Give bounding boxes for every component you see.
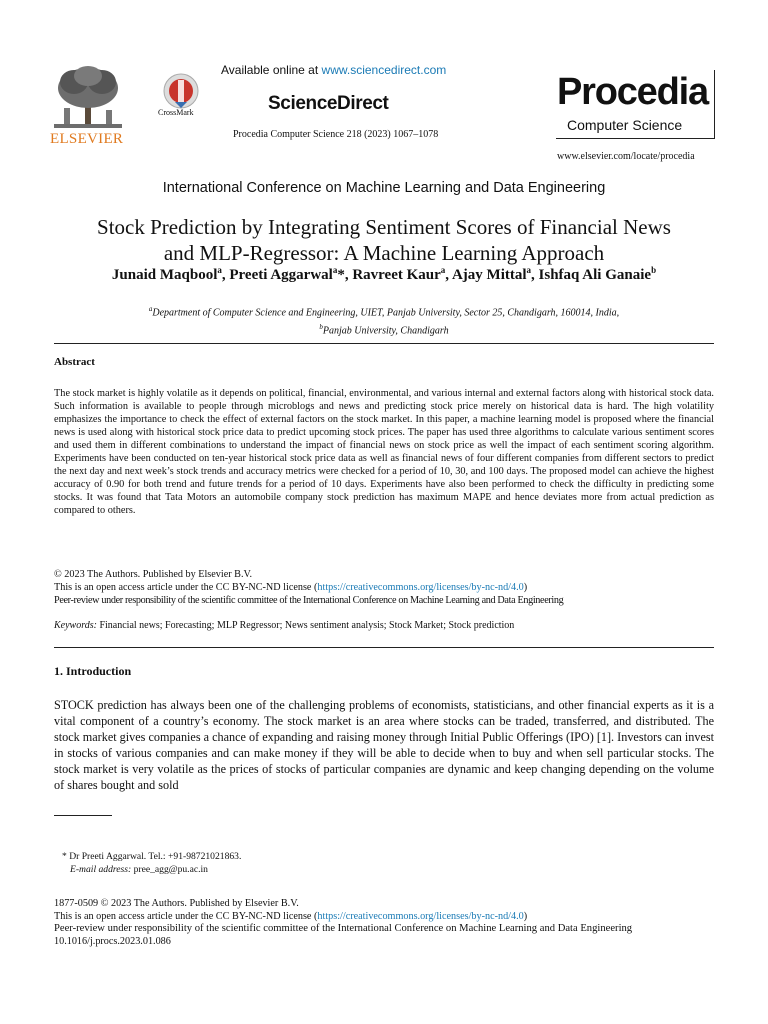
email-label: E-mail address: (70, 864, 132, 875)
journal-reference: Procedia Computer Science 218 (2023) 1067–1078 (233, 129, 439, 140)
journal-url[interactable]: www.elsevier.com/locate/procedia (557, 151, 695, 162)
section-heading-introduction: 1. Introduction (54, 664, 132, 678)
corresponding-author: * Dr Preeti Aggarwal. Tel.: +91-98721021863. (62, 851, 242, 862)
available-online (221, 63, 446, 77)
paper-title (0, 214, 768, 266)
author-list (0, 265, 768, 284)
procedia-title: Procedia (557, 71, 708, 113)
author: Ajay Mittal$^a$, (451, 265, 539, 283)
affiliation-a: $^a$Department of Computer Science and Engineering, UIET, Panjab University, Sector 25, Chandigarh, 160014, India, (148, 305, 620, 319)
bottom-matter (54, 898, 718, 948)
crossmark-label: CrossMark (158, 108, 194, 117)
abstract-heading: Abstract (54, 356, 95, 368)
abstract-text: The stock market is highly volatile as it depends on political, financial, environmental, and various internal and external factors along with historical stock data. Such information is available to people through microblogs and news and predicting stock price merely on historical data is hard. The high volatility emphasizes the importance to check the effect of external factors on the stock market. In this paper, a machine learning model is proposed where the financial news is used along with historical stock price data to predict upcoming stock prices. The paper has used three algorithms to calculate various sentiment scores and used them in different combinations to understand the impact of financial news on stock price as well the impact of each sentiment scoring algorithm. Experiments have been conducted on ten-year historical stock price data as well as financial news of four different companies from different sectors to predict the next day and next week’s stock trends and accuracy metrics were checked for a period of 10, 30, and 100 days. The proposed model can achieve the highest accuracy of 0.90 for both trend and future trends for a period of 10 days. Experiments have also been performed to check the difficulty in predicting some stocks. It was found that Tata Motors an automobile company stock prediction has maximum MAPE and hence deviates more from actual prediction as compared to others. (54, 388, 714, 516)
crossmark-icon[interactable] (161, 72, 201, 112)
title-line-2: and MLP-Regressor: A Machine Learning Approach (163, 241, 605, 265)
footnote-rule (54, 815, 112, 816)
bottom-license-link[interactable]: https://creativecommons.org/licenses/by-nc-nd/4.0 (317, 910, 524, 922)
keywords-text: Financial news; Forecasting; MLP Regressor; News sentiment analysis; Stock Market; Stock prediction (96, 620, 515, 631)
author: Ishfaq Ali Ganaie$^b$ (538, 265, 657, 283)
peer-review-line: Peer-review under responsibility of the scientific committee of the International Conference on Machine Learning and Data Engineering (54, 595, 564, 606)
elsevier-wordmark: ELSEVIER (50, 131, 124, 147)
bottom-open-access-line: This is an open access article under the CC BY-NC-ND license (https://creativecommons.org/licenses/by-nc-nd/4.0) (54, 910, 528, 922)
author: Junaid Maqbool$^a$, (111, 265, 230, 283)
affiliation-b: $^b$Panjab University, Chandigarh (319, 323, 449, 337)
copyright-line: © 2023 The Authors. Published by Elsevier B.V. (54, 569, 253, 580)
sciencedirect-title: ScienceDirect (268, 93, 389, 114)
license-block (54, 568, 718, 607)
affiliations (0, 302, 768, 339)
license-link[interactable]: https://creativecommons.org/licenses/by-nc-nd/4.0 (317, 582, 524, 593)
email-line (62, 863, 241, 876)
available-prefix: Available online at (221, 63, 322, 77)
conference-name: International Conference on Machine Learning and Data Engineering (162, 180, 606, 196)
elsevier-tree-icon (50, 64, 126, 132)
divider-bottom (54, 647, 714, 648)
doi[interactable]: 10.1016/j.procs.2023.01.086 (54, 935, 171, 947)
open-access-line: This is an open access article under the CC BY-NC-ND license (https://creativecommons.org/licenses/by-nc-nd/4.0) (54, 582, 528, 593)
divider-top (54, 343, 714, 344)
keywords-label: Keywords: (54, 620, 97, 631)
sciencedirect-link[interactable]: www.sciencedirect.com (321, 63, 447, 77)
bottom-peer-review: Peer-review under responsibility of the scientific committee of the International Conference on Machine Learning and Data Engineering (54, 923, 633, 934)
introduction-text: STOCK prediction has always been one of the challenging problems of economists, statisticians, and other financial experts as it is a vital component of a country’s economy. The stock market is an area where stocks can be traded, transferred, and distributed. The stock market gives companies a chance of expanding and raising money through Initial Public Offerings (IPO) [1]. Investors can invest in stocks of various companies and can make money if they will be able to decide when to buy and when sell particular stocks. The stock market is very volatile as the prices of stocks of particular companies are dynamic and keep changing depending on the volume of shares bought and sold (54, 698, 714, 792)
issn-line: 1877-0509 © 2023 The Authors. Published by Elsevier B.V. (54, 898, 299, 909)
email-address[interactable]: pree_agg@pu.ac.in (131, 864, 208, 875)
keywords (54, 620, 514, 631)
footnote (62, 850, 241, 876)
title-line-1: Stock Prediction by Integrating Sentiment Scores of Financial News (97, 215, 671, 239)
author: Ravreet Kaur$^a$, (352, 265, 452, 283)
author: Preeti Aggarwal$^a$*, (229, 265, 353, 283)
procedia-subtitle: Computer Science (567, 117, 683, 133)
